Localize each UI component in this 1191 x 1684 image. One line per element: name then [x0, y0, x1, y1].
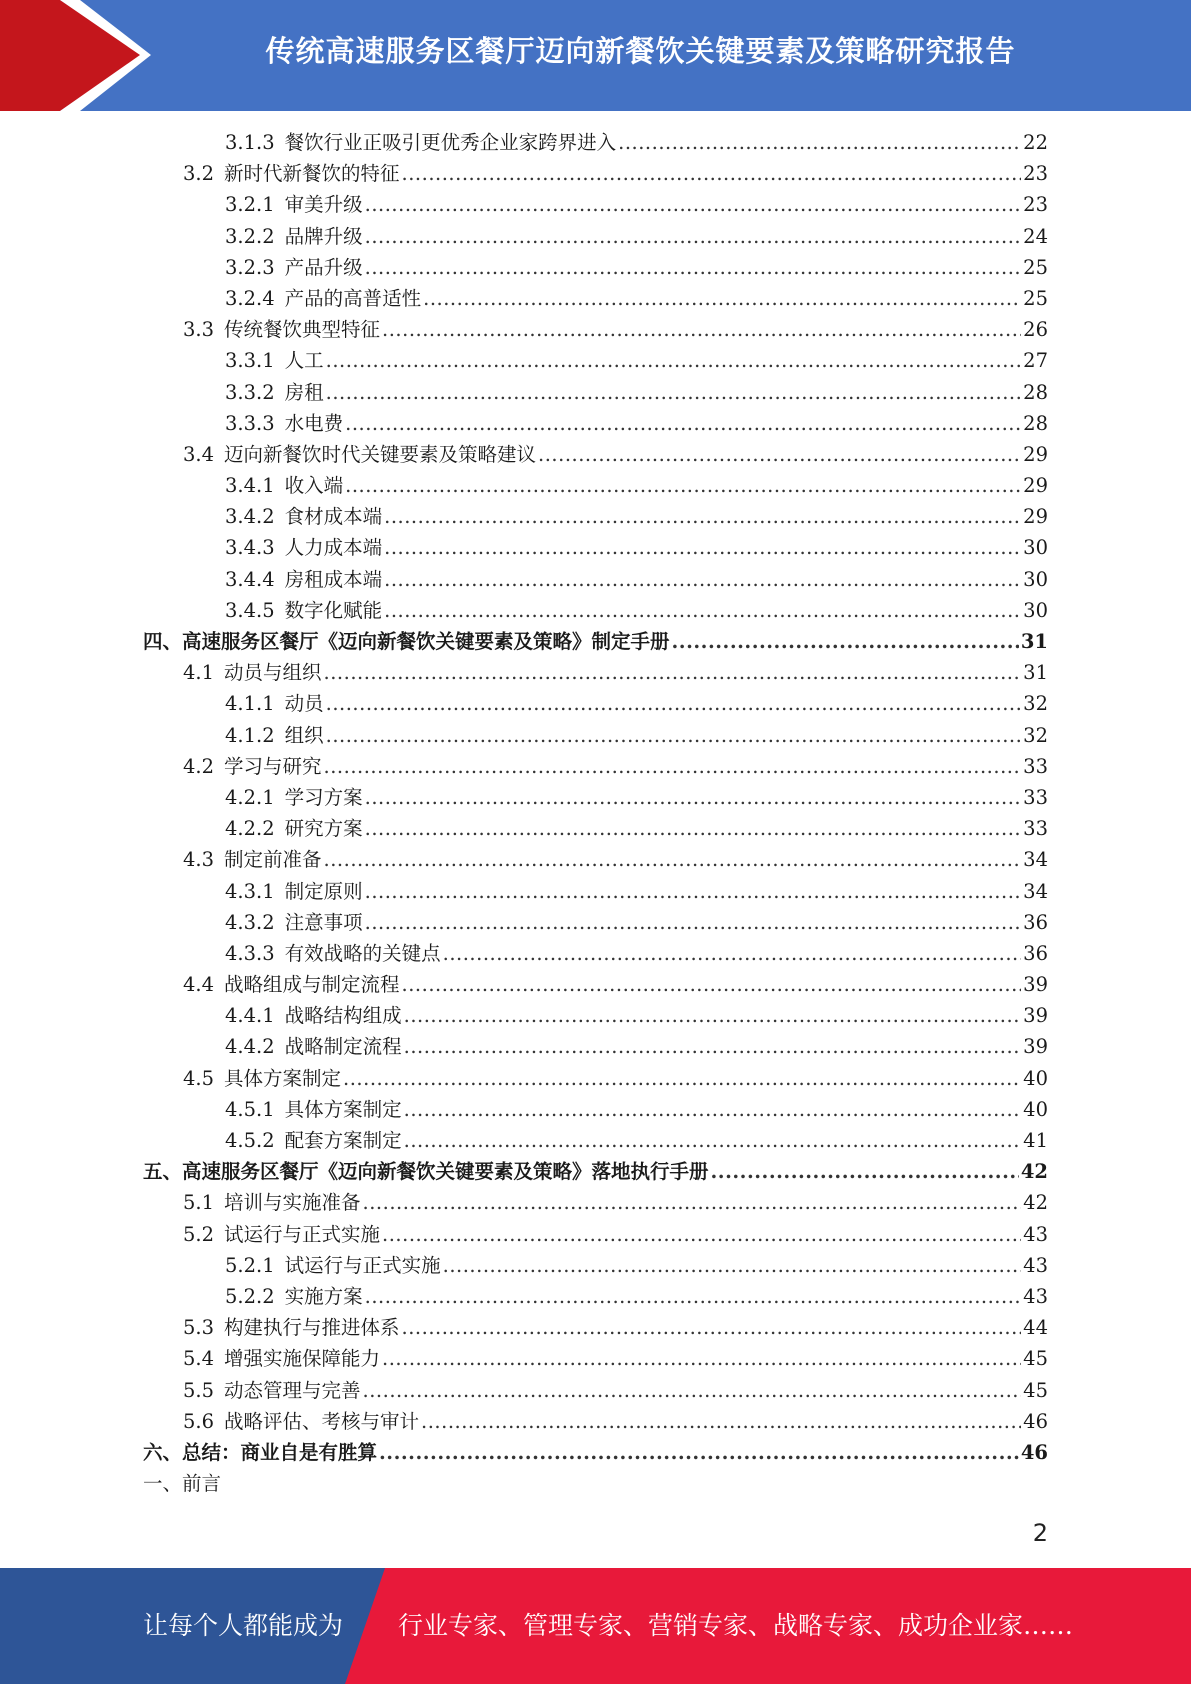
toc-entry[interactable]	[143, 158, 1048, 189]
toc-entry[interactable]	[143, 564, 1048, 595]
toc-entry-page: 30	[1023, 567, 1048, 591]
toc-dot-leader	[363, 1187, 1022, 1218]
toc-entry[interactable]	[143, 189, 1048, 220]
toc-entry-page: 25	[1023, 255, 1048, 279]
toc-dot-leader	[365, 813, 1022, 844]
toc-entry-title: 收入端	[284, 474, 344, 498]
toc-entry[interactable]	[143, 1250, 1048, 1281]
toc-entry[interactable]	[143, 345, 1048, 376]
toc-dot-leader	[343, 1063, 1021, 1094]
toc-entry-title: 试运行与正式实施	[224, 1222, 381, 1246]
toc-entry-title: 食材成本端	[284, 505, 383, 529]
toc-entry[interactable]	[143, 127, 1048, 158]
toc-entry[interactable]	[143, 1281, 1048, 1312]
toc-entry[interactable]	[143, 1343, 1048, 1374]
toc-entry-title: 餐饮行业正吸引更优秀企业家跨界进入	[284, 131, 617, 154]
toc-entry-page: 36	[1023, 941, 1048, 965]
toc-dot-leader	[382, 314, 1021, 345]
toc-entry-title: 新时代新餐饮的特征	[224, 162, 400, 186]
toc-entry-number: 5.2.2	[225, 1284, 275, 1308]
toc-dot-leader	[538, 439, 1021, 470]
toc-dot-leader	[402, 969, 1022, 1000]
toc-entry-number: 4.1.2	[225, 723, 275, 747]
toc-dot-leader	[365, 782, 1022, 813]
toc-entry-number: 4.2.1	[225, 785, 275, 809]
toc-entry-number: 3.2.1	[225, 193, 275, 217]
toc-entry-title: 产品的高普适性	[284, 286, 422, 310]
toc-entry[interactable]	[143, 688, 1048, 719]
toc-entry-title: 审美升级	[284, 193, 363, 217]
toc-entry-number: 3.3.3	[225, 411, 275, 435]
toc-dot-leader	[365, 189, 1022, 220]
toc-entry-page: 41	[1023, 1129, 1048, 1152]
toc-entry-number: 4.2.2	[225, 817, 275, 841]
toc-entry-title: 具体方案制定	[284, 1097, 402, 1121]
toc-entry[interactable]	[143, 377, 1048, 408]
toc-entry-page: 31	[1020, 630, 1048, 653]
toc-dot-leader	[326, 377, 1022, 408]
toc-dot-leader	[384, 595, 1021, 626]
toc-entry-title: 战略结构组成	[284, 1004, 402, 1028]
toc-entry[interactable]	[143, 751, 1048, 782]
toc-entry-number: 3.3.2	[225, 380, 275, 404]
toc-entry-number: 3.4.2	[225, 505, 275, 529]
toc-entry-number: 5.2.1	[225, 1253, 275, 1277]
toc-entry-page: 29	[1023, 505, 1048, 529]
toc-entry-number: 4.5.1	[225, 1097, 275, 1121]
toc-entry-number: 3.1.3	[225, 131, 275, 154]
toc-entry[interactable]	[143, 1187, 1048, 1218]
toc-entry-title: 战略组成与制定流程	[224, 973, 400, 997]
toc-entry-page: 44	[1023, 1316, 1048, 1340]
toc-entry-number: 5.5	[183, 1378, 215, 1402]
toc-dot-leader	[324, 751, 1022, 782]
toc-entry[interactable]	[143, 876, 1048, 907]
page-footer	[0, 1568, 1191, 1684]
toc-dot-leader	[384, 532, 1021, 563]
toc-entry-title: 数字化赋能	[284, 598, 383, 622]
toc-entry-page: 33	[1023, 785, 1048, 809]
toc-entry-title: 战略评估、考核与审计	[224, 1409, 420, 1433]
toc-entry-title: 房租	[284, 380, 324, 404]
toc-entry-page: 36	[1023, 910, 1048, 934]
toc-entry-title: 房租成本端	[284, 567, 383, 591]
toc-entry-title: 制定原则	[284, 879, 363, 903]
toc-entry[interactable]	[143, 1406, 1048, 1437]
toc-entry-title: 水电费	[284, 411, 344, 435]
toc-dot-leader	[421, 1406, 1021, 1437]
toc-entry-number: 4.4	[183, 973, 215, 997]
toc-entry[interactable]	[143, 1375, 1048, 1406]
toc-entry-number: 3.2	[183, 162, 215, 186]
toc-entry[interactable]	[143, 470, 1048, 501]
toc-entry-number: 3.2.4	[225, 286, 275, 310]
toc-entry-page: 42	[1020, 1160, 1048, 1184]
toc-entry-page: 30	[1023, 536, 1048, 560]
toc-entry-page: 42	[1023, 1191, 1048, 1215]
toc-entry-title: 培训与实施准备	[224, 1191, 361, 1215]
toc-dot-leader	[443, 1250, 1022, 1281]
toc-entry-title: 试运行与正式实施	[284, 1253, 441, 1277]
toc-entry-title: 有效战略的关键点	[284, 941, 441, 965]
report-title: 传统高速服务区餐厅迈向新餐饮关键要素及策略研究报告	[265, 34, 1016, 68]
toc-entry-page: 40	[1023, 1066, 1048, 1090]
toc-entry-number: 4.3.2	[225, 910, 275, 934]
toc-entry-title: 注意事项	[284, 910, 363, 934]
toc-entry-number: 4.4.1	[225, 1004, 275, 1028]
toc-entry[interactable]	[143, 532, 1048, 563]
toc-dot-leader	[363, 1375, 1022, 1406]
toc-dot-leader	[404, 1094, 1022, 1125]
toc-entry[interactable]	[143, 1468, 1048, 1499]
toc-entry-number: 4.1.1	[225, 692, 275, 716]
toc-entry-title: 实施方案	[284, 1284, 363, 1308]
toc-dot-leader	[404, 1031, 1022, 1062]
toc-entry-title: 品牌升级	[284, 224, 363, 248]
toc-entry-number: 3.3	[183, 318, 215, 342]
toc-entry-page: 26	[1023, 318, 1048, 342]
toc-entry[interactable]	[143, 907, 1048, 938]
toc-entry[interactable]	[143, 283, 1048, 314]
toc-entry-page: 28	[1023, 380, 1048, 404]
toc-entry[interactable]	[143, 1000, 1048, 1031]
toc-entry-title: 动员与组织	[224, 661, 322, 685]
toc-entry-title: 四、高速服务区餐厅《迈向新餐饮关键要素及策略》制定手册	[143, 630, 670, 653]
toc-entry[interactable]	[143, 657, 1048, 688]
toc-dot-leader	[711, 1156, 1019, 1187]
toc-entry-number: 3.4.5	[225, 598, 275, 622]
toc-dot-leader	[365, 1281, 1022, 1312]
toc-entry-number: 4.3	[183, 848, 215, 872]
toc-dot-leader	[365, 252, 1022, 283]
toc-entry-page: 33	[1023, 754, 1048, 778]
toc-entry-number: 3.4.4	[225, 567, 275, 591]
toc-entry[interactable]	[143, 813, 1048, 844]
toc-entry-page: 24	[1023, 224, 1048, 248]
toc-entry-number: 4.2	[183, 754, 215, 778]
toc-entry-page: 43	[1023, 1284, 1048, 1308]
toc-entry-number: 4.3.3	[225, 941, 275, 965]
toc-entry[interactable]	[143, 1437, 1048, 1468]
toc-entry-page: 29	[1023, 474, 1048, 498]
toc-entry-page: 28	[1023, 411, 1048, 435]
toc-entry-title: 传统餐饮典型特征	[224, 318, 381, 342]
toc-entry-page: 29	[1023, 442, 1048, 466]
toc-entry[interactable]	[143, 1031, 1048, 1062]
toc-entry-title: 增强实施保障能力	[224, 1347, 381, 1371]
toc-entry-number: 5.6	[183, 1409, 215, 1433]
toc-entry[interactable]	[143, 221, 1048, 252]
toc-entry-page: 32	[1023, 723, 1048, 747]
toc-entry-title: 研究方案	[284, 817, 363, 841]
toc-entry-number: 4.5.2	[225, 1129, 275, 1152]
page-number: 2	[1032, 1519, 1048, 1547]
toc-entry[interactable]	[143, 408, 1048, 439]
toc-entry-number: 5.2	[183, 1222, 215, 1246]
toc-entry[interactable]	[143, 252, 1048, 283]
toc-entry[interactable]	[143, 720, 1048, 751]
toc-entry-page: 43	[1023, 1222, 1048, 1246]
toc-entry-title: 制定前准备	[224, 848, 322, 872]
table-of-contents	[143, 127, 1048, 1499]
footer-slogan-left: 让每个人都能成为	[143, 1611, 344, 1640]
toc-entry[interactable]	[143, 626, 1048, 657]
toc-entry-number: 3.4	[183, 442, 215, 466]
toc-entry-page: 25	[1023, 286, 1048, 310]
toc-entry-page: 34	[1023, 848, 1048, 872]
toc-dot-leader	[402, 1312, 1022, 1343]
toc-entry-page: 46	[1023, 1409, 1048, 1433]
toc-entry-number: 3.3.1	[225, 349, 275, 373]
toc-entry-page: 39	[1023, 1035, 1048, 1059]
toc-entry-title: 迈向新餐饮时代关键要素及策略建议	[224, 442, 537, 466]
toc-entry[interactable]	[143, 595, 1048, 626]
toc-entry-number: 5.4	[183, 1347, 215, 1371]
toc-entry[interactable]	[143, 314, 1048, 345]
toc-entry-number: 5.1	[183, 1191, 215, 1215]
toc-entry-number: 3.4.1	[225, 474, 275, 498]
toc-entry[interactable]	[143, 1125, 1048, 1156]
toc-entry-page: 43	[1023, 1253, 1048, 1277]
toc-dot-leader	[404, 1000, 1022, 1031]
toc-entry-title: 学习方案	[284, 785, 363, 809]
toc-entry-title: 产品升级	[284, 255, 363, 279]
toc-dot-leader	[326, 688, 1022, 719]
toc-entry[interactable]	[143, 439, 1048, 470]
toc-dot-leader	[382, 1343, 1021, 1374]
toc-dot-leader	[423, 283, 1021, 314]
toc-entry[interactable]	[143, 1312, 1048, 1343]
toc-entry[interactable]	[143, 969, 1048, 1000]
toc-entry-page: 45	[1023, 1347, 1048, 1371]
toc-entry-title: 六、总结：商业自是有胜算	[143, 1440, 378, 1464]
toc-entry-page: 23	[1023, 193, 1048, 217]
toc-entry-number: 4.4.2	[225, 1035, 275, 1059]
toc-dot-leader	[365, 907, 1022, 938]
toc-entry[interactable]	[143, 1063, 1048, 1094]
toc-dot-leader	[345, 470, 1021, 501]
toc-entry-title: 组织	[284, 723, 324, 747]
toc-entry[interactable]	[143, 782, 1048, 813]
toc-dot-leader	[618, 127, 1021, 158]
toc-entry-number: 4.3.1	[225, 879, 275, 903]
toc-entry-title: 配套方案制定	[284, 1129, 402, 1152]
toc-entry-page: 22	[1023, 131, 1048, 154]
toc-entry-number: 4.1	[183, 661, 215, 685]
toc-entry-page: 34	[1023, 879, 1048, 903]
toc-dot-leader	[384, 564, 1021, 595]
toc-entry-title: 战略制定流程	[284, 1035, 402, 1059]
toc-entry-title: 动态管理与完善	[224, 1378, 361, 1402]
toc-entry-page: 27	[1023, 349, 1048, 373]
toc-dot-leader	[326, 720, 1022, 751]
toc-entry-page: 32	[1023, 692, 1048, 716]
toc-entry-page: 39	[1023, 1004, 1048, 1028]
toc-entry[interactable]	[143, 501, 1048, 532]
toc-entry-title: 人工	[284, 349, 324, 373]
toc-entry-page: 30	[1023, 598, 1048, 622]
toc-dot-leader	[365, 221, 1022, 252]
toc-entry-page: 45	[1023, 1378, 1048, 1402]
toc-dot-leader	[326, 345, 1022, 376]
toc-dot-leader	[345, 408, 1021, 439]
toc-dot-leader	[443, 938, 1022, 969]
toc-entry-page: 33	[1023, 817, 1048, 841]
toc-entry[interactable]	[143, 938, 1048, 969]
toc-entry[interactable]	[143, 1156, 1048, 1187]
toc-dot-leader	[384, 501, 1021, 532]
toc-dot-leader	[402, 158, 1022, 189]
toc-entry-page: 46	[1020, 1440, 1048, 1464]
toc-dot-leader	[324, 657, 1022, 688]
toc-entry-number: 3.2.3	[225, 255, 275, 279]
toc-entry-page: 39	[1023, 973, 1048, 997]
toc-dot-leader	[365, 876, 1022, 907]
toc-entry-title: 具体方案制定	[224, 1066, 342, 1090]
toc-entry-title: 一、前言	[143, 1472, 222, 1496]
toc-entry[interactable]	[143, 1094, 1048, 1125]
toc-entry-title: 人力成本端	[284, 536, 383, 560]
toc-entry[interactable]	[143, 1219, 1048, 1250]
toc-entry-title: 五、高速服务区餐厅《迈向新餐饮关键要素及策略》落地执行手册	[143, 1160, 709, 1184]
toc-entry-title: 动员	[284, 692, 324, 716]
toc-entry-title: 学习与研究	[224, 754, 322, 778]
toc-entry-number: 3.4.3	[225, 536, 275, 560]
toc-dot-leader	[672, 626, 1019, 657]
toc-dot-leader	[324, 844, 1022, 875]
toc-entry[interactable]	[143, 844, 1048, 875]
toc-entry-page: 31	[1023, 661, 1048, 685]
footer-slogan-right: 行业专家、管理专家、营销专家、战略专家、成功企业家……	[398, 1611, 1074, 1640]
toc-dot-leader	[382, 1219, 1021, 1250]
toc-entry-page: 40	[1023, 1097, 1048, 1121]
toc-entry-number: 4.5	[183, 1066, 215, 1090]
toc-dot-leader	[404, 1125, 1022, 1156]
page-header	[0, 0, 1191, 111]
toc-entry-page: 23	[1023, 162, 1048, 186]
toc-dot-leader	[379, 1437, 1019, 1468]
toc-entry-number: 3.2.2	[225, 224, 275, 248]
toc-entry-title: 构建执行与推进体系	[224, 1316, 400, 1340]
toc-entry-number: 5.3	[183, 1316, 215, 1340]
